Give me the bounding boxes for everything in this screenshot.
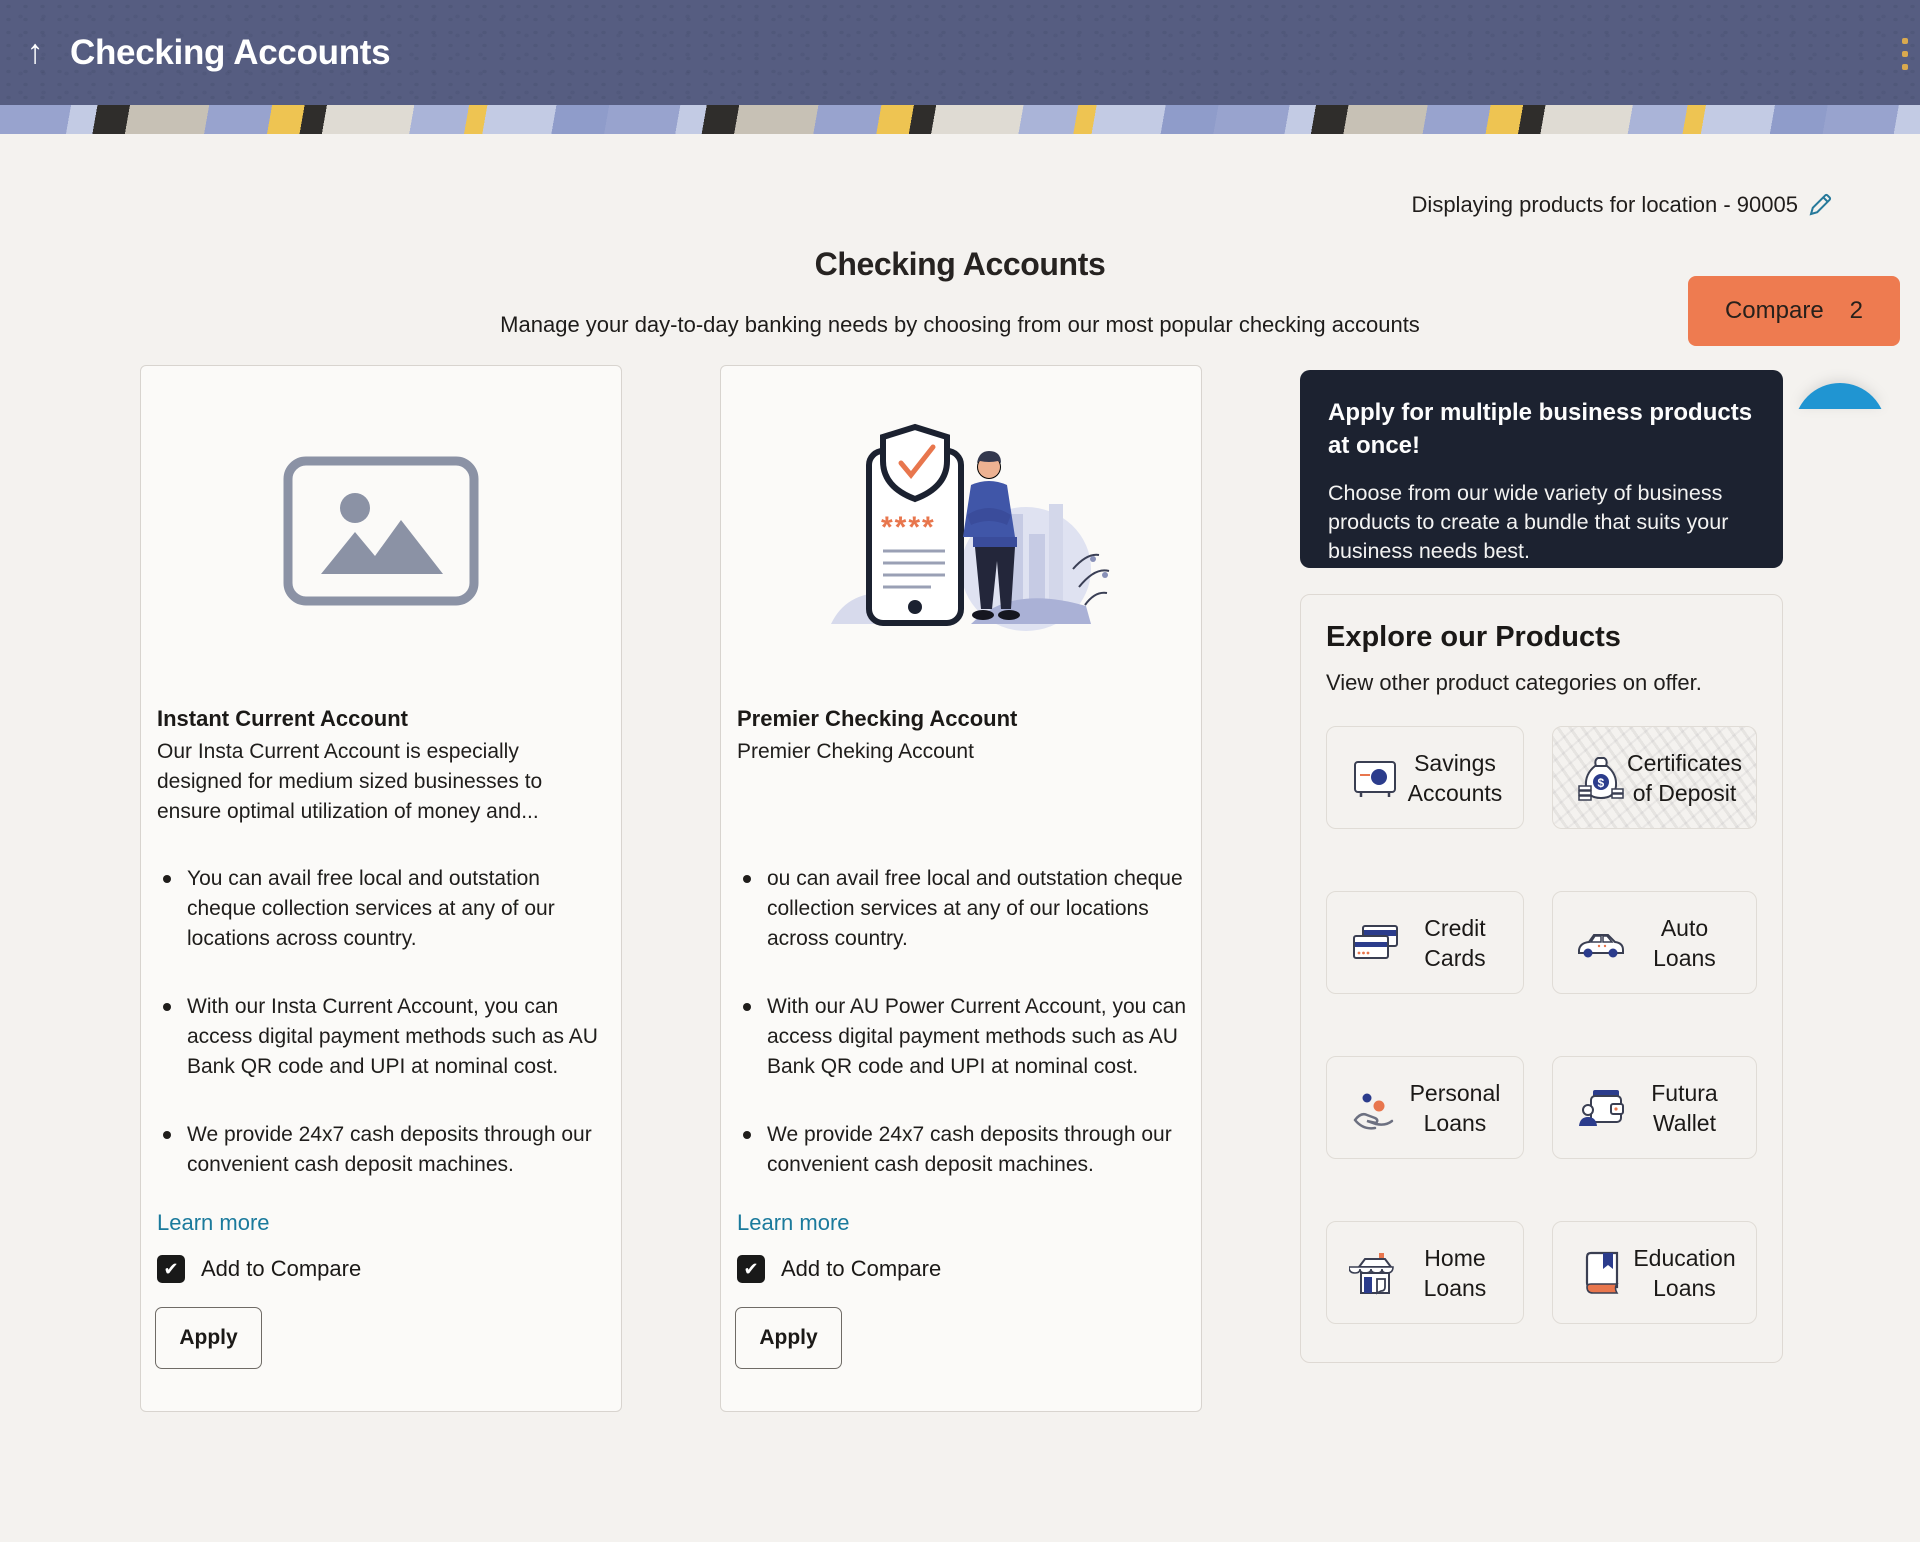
apply-button[interactable]: Apply xyxy=(735,1307,842,1369)
product-feature-list xyxy=(735,864,1187,1218)
product-title: Instant Current Account xyxy=(157,706,408,731)
up-arrow-icon[interactable]: ↑ xyxy=(0,33,70,72)
auto-loans-icon xyxy=(1575,917,1627,969)
education-loans-icon xyxy=(1575,1247,1627,1299)
compare-button[interactable] xyxy=(1688,276,1900,346)
image-placeholder-icon xyxy=(283,456,479,606)
product-description: Premier Cheking Account xyxy=(737,740,974,763)
right-sidebar xyxy=(1300,365,1783,1412)
futura-wallet-icon xyxy=(1575,1082,1627,1134)
category-tile-certificates-of-deposit[interactable] xyxy=(1552,726,1757,829)
product-card-instant-current-account xyxy=(140,365,622,1412)
category-tile-auto-loans[interactable] xyxy=(1552,891,1757,994)
add-to-compare-label: Add to Compare xyxy=(781,1256,942,1281)
product-title: Premier Checking Account xyxy=(737,706,1018,731)
category-label: Home Loans xyxy=(1423,1244,1487,1301)
svg-text:****: **** xyxy=(881,510,936,544)
personal-loans-icon xyxy=(1349,1082,1401,1134)
add-to-compare-checkbox[interactable]: ✔ xyxy=(157,1255,185,1283)
category-label: Savings Accounts xyxy=(1407,749,1503,806)
product-feature: We provide 24x7 cash deposits through our convenient cash deposit machines. xyxy=(737,1120,1187,1180)
certificates-of-deposit-icon xyxy=(1575,752,1627,804)
product-feature: We provide 24x7 cash deposits through our convenient cash deposit machines. xyxy=(157,1120,607,1180)
home-loans-icon xyxy=(1349,1247,1401,1299)
category-label: Futura Wallet xyxy=(1651,1079,1718,1136)
add-to-compare-row xyxy=(155,1255,607,1283)
app-header-title: Checking Accounts xyxy=(70,32,391,72)
bundle-promo-card xyxy=(1300,370,1783,568)
product-feature: With our Insta Current Account, you can access digital payment methods such as AU Bank QR code and UPI at nominal cost. xyxy=(157,992,607,1082)
promo-body: Choose from our wide variety of business products to create a bundle that suits your business needs best. xyxy=(1328,481,1729,563)
category-label: Personal Loans xyxy=(1409,1079,1501,1136)
location-line xyxy=(1412,192,1832,218)
category-tile-education-loans[interactable] xyxy=(1552,1221,1757,1324)
page-title: Checking Accounts xyxy=(814,246,1106,282)
decorative-banner xyxy=(0,105,1920,134)
category-tile-futura-wallet[interactable] xyxy=(1552,1056,1757,1159)
add-to-compare-checkbox[interactable]: ✔ xyxy=(737,1255,765,1283)
overflow-menu-icon[interactable] xyxy=(1902,38,1908,70)
savings-accounts-icon xyxy=(1349,752,1401,804)
product-image-area xyxy=(155,366,607,696)
category-label: Certificates of Deposit xyxy=(1626,749,1742,806)
product-card-premier-checking-account xyxy=(720,365,1202,1412)
product-image-area xyxy=(735,366,1187,696)
category-tile-savings-accounts[interactable] xyxy=(1326,726,1524,829)
edit-location-icon[interactable] xyxy=(1808,193,1832,217)
explore-subtitle: View other product categories on offer. xyxy=(1326,670,1702,695)
category-label: Education Loans xyxy=(1633,1244,1736,1301)
compare-button-label: Compare xyxy=(1724,297,1824,324)
learn-more-link[interactable]: Learn more xyxy=(737,1210,850,1235)
explore-products-panel xyxy=(1300,594,1783,1363)
add-to-compare-label: Add to Compare xyxy=(201,1256,362,1281)
main-content xyxy=(140,365,1783,1412)
svg-text:$: $ xyxy=(1597,775,1605,790)
promo-title: Apply for multiple business products at once! xyxy=(1328,399,1753,459)
product-feature-list xyxy=(155,864,607,1218)
product-feature: With our AU Power Current Account, you can access digital payment methods such as AU Bank QR code and UPI at nominal cost. xyxy=(737,992,1187,1082)
compare-count-badge: 2 xyxy=(1849,297,1864,324)
credit-cards-icon xyxy=(1349,917,1401,969)
page-subtitle: Manage your day-to-day banking needs by choosing from our most popular checking accounts xyxy=(500,312,1420,337)
app-header xyxy=(0,0,1920,105)
category-tile-home-loans[interactable] xyxy=(1326,1221,1524,1324)
explore-title: Explore our Products xyxy=(1326,621,1621,653)
floating-button-peek[interactable] xyxy=(1794,383,1886,409)
location-text: Displaying products for location - 90005 xyxy=(1411,192,1798,217)
phone-shield-person-illustration xyxy=(811,419,1111,644)
category-label: Auto Loans xyxy=(1653,914,1716,971)
add-to-compare-row xyxy=(735,1255,1187,1283)
category-label: Credit Cards xyxy=(1424,914,1486,971)
product-feature: ou can avail free local and outstation cheque collection services at any of our locations across country. xyxy=(737,864,1187,954)
product-description: Our Insta Current Account is especially designed for medium sized businesses to ensure optimal utilization of money and... xyxy=(157,740,543,823)
category-tile-personal-loans[interactable] xyxy=(1326,1056,1524,1159)
product-feature: You can avail free local and outstation cheque collection services at any of our locations across country. xyxy=(157,864,607,954)
category-tile-credit-cards[interactable] xyxy=(1326,891,1524,994)
learn-more-link[interactable]: Learn more xyxy=(157,1210,270,1235)
apply-button[interactable]: Apply xyxy=(155,1307,262,1369)
category-grid xyxy=(1326,726,1757,1324)
